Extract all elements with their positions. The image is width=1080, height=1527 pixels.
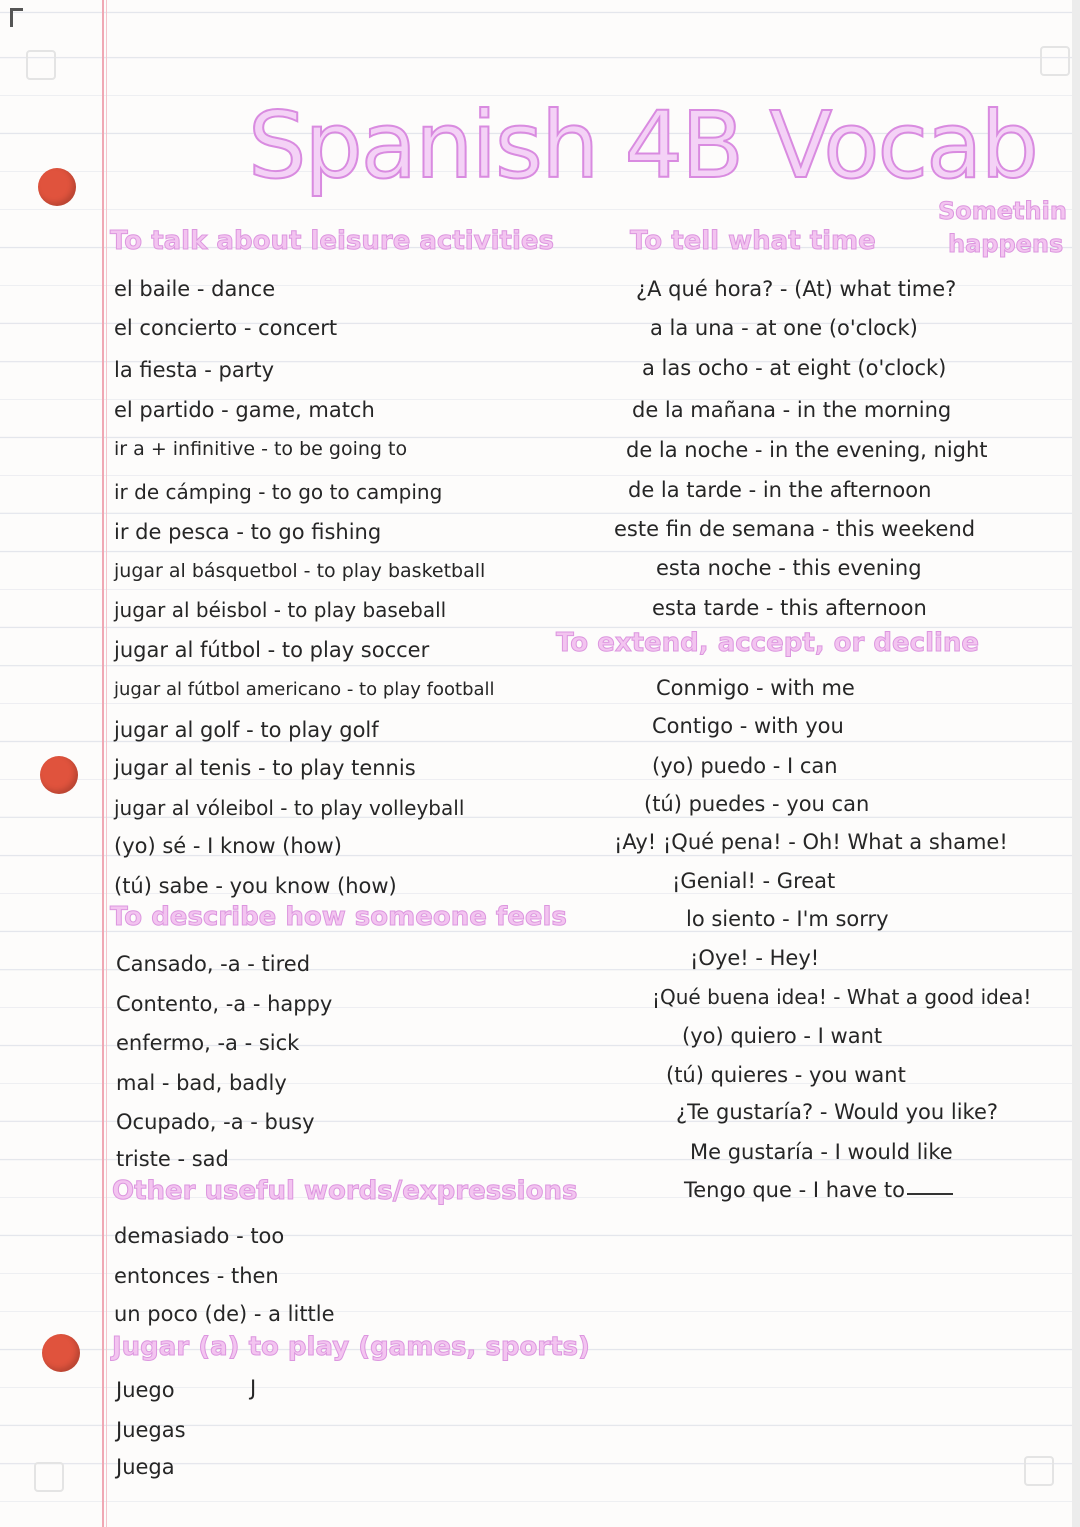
vocab-item: de la tarde - in the afternoon	[628, 478, 932, 502]
vocab-item	[684, 1178, 953, 1202]
vocab-item: jugar al fútbol - to play soccer	[114, 638, 430, 662]
punch-hole	[40, 756, 78, 794]
vocab-item: Contento, -a - happy	[116, 992, 333, 1016]
vocab-item: entonces - then	[114, 1264, 279, 1288]
vocab-item: ir de pesca - to go fishing	[114, 520, 382, 544]
vocab-item: (yo) quiero - I want	[682, 1024, 883, 1048]
page-title: Spanish 4B Vocab	[248, 92, 1037, 199]
vocab-item: a las ocho - at eight (o'clock)	[642, 356, 947, 380]
bleed-through-icon	[26, 50, 56, 80]
vocab-item: (tú) sabe - you know (how)	[114, 874, 397, 898]
conjugation-item: Juega	[116, 1455, 175, 1479]
margin-line	[102, 0, 104, 1527]
vocab-item-text: Tengo que - I have to	[684, 1178, 905, 1202]
vocab-item: de la noche - in the evening, night	[626, 438, 988, 462]
vocab-item: mal - bad, badly	[116, 1071, 287, 1095]
heading-happens: happens	[948, 230, 1064, 258]
vocab-item: ¡Oye! - Hey!	[690, 946, 820, 970]
bleed-through-icon	[34, 1462, 64, 1492]
conjugation-mark: J	[250, 1376, 257, 1400]
vocab-item: ¡Genial! - Great	[672, 869, 836, 893]
heading-jugar: Jugar (a) to play (games, sports)	[112, 1332, 590, 1362]
vocab-item: este fin de semana - this weekend	[614, 517, 976, 541]
heading-other: Other useful words/expressions	[112, 1176, 578, 1206]
punch-hole	[38, 168, 76, 206]
vocab-item: el baile - dance	[114, 277, 276, 301]
bleed-through-icon	[1040, 46, 1070, 76]
vocab-item: jugar al vóleibol - to play volleyball	[114, 796, 465, 820]
heading-something: Somethin	[938, 197, 1067, 225]
margin-line-inner	[106, 0, 107, 1527]
vocab-item: la fiesta - party	[114, 358, 274, 382]
vocab-item: jugar al básquetbol - to play basketball	[114, 560, 486, 582]
bleed-through-icon	[1024, 1456, 1054, 1486]
punch-hole	[42, 1334, 80, 1372]
vocab-item: lo siento - I'm sorry	[686, 907, 889, 931]
heading-feels: To describe how someone feels	[110, 902, 567, 932]
vocab-item: ¡Qué buena idea! - What a good idea!	[652, 985, 1032, 1009]
vocab-item: (yo) puedo - I can	[652, 754, 838, 778]
vocab-item: enfermo, -a - sick	[116, 1031, 300, 1055]
vocab-item: jugar al fútbol americano - to play football	[114, 679, 495, 700]
vocab-item: de la mañana - in the morning	[632, 398, 952, 422]
vocab-item: (yo) sé - I know (how)	[114, 834, 342, 858]
vocab-item: a la una - at one (o'clock)	[650, 316, 918, 340]
vocab-item: (tú) puedes - you can	[644, 792, 870, 816]
vocab-item: esta noche - this evening	[656, 556, 922, 580]
conjugation-item: Juego	[116, 1378, 175, 1402]
vocab-item: demasiado - too	[114, 1224, 285, 1248]
heading-leisure: To talk about leisure activities	[110, 226, 554, 256]
vocab-item: ir a + infinitive - to be going to	[114, 438, 408, 460]
vocab-item: (tú) quieres - you want	[666, 1063, 906, 1087]
page-edge	[1072, 0, 1080, 1527]
vocab-item: jugar al tenis - to play tennis	[114, 756, 416, 780]
vocab-item: esta tarde - this afternoon	[652, 596, 927, 620]
vocab-item: ¿A qué hora? - (At) what time?	[636, 277, 957, 301]
vocab-item: el partido - game, match	[114, 398, 375, 422]
vocab-item: Ocupado, -a - busy	[116, 1110, 315, 1134]
vocab-item: Cansado, -a - tired	[116, 952, 311, 976]
vocab-item: ir de cámping - to go to camping	[114, 480, 443, 504]
vocab-item: ¿Te gustaría? - Would you like?	[676, 1100, 999, 1124]
vocab-item: jugar al béisbol - to play baseball	[114, 598, 447, 622]
heading-extend: To extend, accept, or decline	[556, 628, 980, 658]
vocab-item: un poco (de) - a little	[114, 1302, 335, 1326]
vocab-item: Me gustaría - I would like	[690, 1140, 953, 1164]
conjugation-item: Juegas	[116, 1418, 186, 1442]
vocab-item: el concierto - concert	[114, 316, 338, 340]
fill-in-blank	[907, 1193, 953, 1195]
vocab-item: triste - sad	[116, 1147, 229, 1171]
vocab-item: Contigo - with you	[652, 714, 844, 738]
heading-time: To tell what time	[630, 226, 876, 256]
vocab-item: jugar al golf - to play golf	[114, 718, 379, 742]
vocab-item: Conmigo - with me	[656, 676, 855, 700]
vocab-item: ¡Ay! ¡Qué pena! - Oh! What a shame!	[614, 830, 1008, 854]
corner-mark	[10, 8, 23, 27]
